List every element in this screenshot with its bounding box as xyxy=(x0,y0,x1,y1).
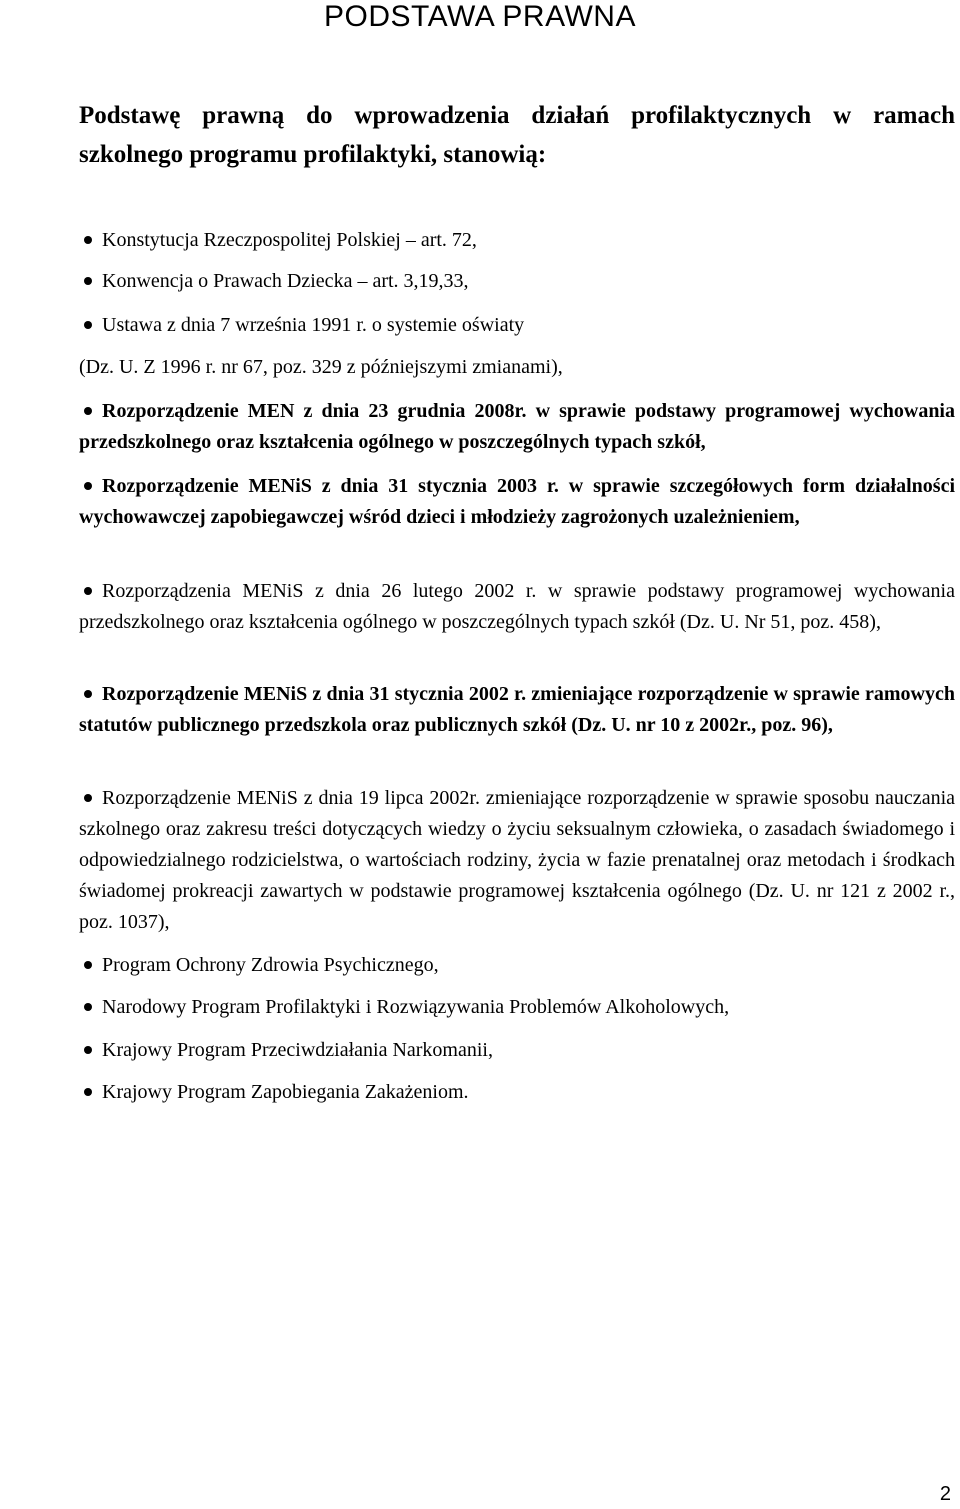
list-item-text: Ustawa z dnia 7 września 1991 r. o systemie oświaty xyxy=(102,314,525,336)
list-item-continuation xyxy=(79,352,955,383)
bullet-icon xyxy=(84,1088,92,1096)
list-item-text: Krajowy Program Zapobiegania Zakażeniom. xyxy=(102,1081,469,1103)
bullet-icon xyxy=(84,794,92,802)
list-item xyxy=(79,225,955,256)
page-number: 2 xyxy=(939,1483,951,1505)
page-title: PODSTAWA PRAWNA xyxy=(324,0,636,33)
bullet-icon xyxy=(84,321,92,329)
list-item-text: Rozporządzenie MENiS z dnia 31 stycznia 2002 r. zmieniające rozporządzenie w sprawie ramowych statutów publicznego przedszkola oraz publicznych szkół (Dz. U. nr 10 z 2002r., poz. 96), xyxy=(79,683,955,736)
list-item xyxy=(79,266,955,297)
list-item-text: Konstytucja Rzeczpospolitej Polskiej – art. 72, xyxy=(102,229,477,251)
bullet-icon xyxy=(84,277,92,285)
bullet-icon xyxy=(84,690,92,698)
list-item xyxy=(79,679,955,741)
bullet-icon xyxy=(84,1046,92,1054)
list-item xyxy=(79,576,955,638)
list-item-text: Rozporządzenie MEN z dnia 23 grudnia 2008r. w sprawie podstawy programowej wychowania przedszkolnego oraz kształcenia ogólnego w poszczególnych typach szkół, xyxy=(79,400,955,453)
list-item xyxy=(79,471,955,533)
bullet-icon xyxy=(84,1003,92,1011)
list-item-text: Program Ochrony Zdrowia Psychicznego, xyxy=(102,954,439,976)
list-item-text: Narodowy Program Profilaktyki i Rozwiązywania Problemów Alkoholowych, xyxy=(102,996,730,1018)
bullet-icon xyxy=(84,407,92,415)
list-item-text: Rozporządzenie MENiS z dnia 31 stycznia 2003 r. w sprawie szczegółowych form działalności wychowawczej zapobiegawczej wśród dzieci i młodzieży zagrożonych uzależnieniem, xyxy=(79,475,955,528)
list-item-text: Rozporządzenia MENiS z dnia 26 lutego 2002 r. w sprawie podstawy programowej wychowania przedszkolnego oraz kształcenia ogólnego w poszczególnych typach szkół (Dz. U. Nr 51, poz. 458), xyxy=(79,580,955,633)
bullet-icon xyxy=(84,482,92,490)
list-item-text: Krajowy Program Przeciwdziałania Narkomanii, xyxy=(102,1039,493,1061)
list-item xyxy=(79,950,955,981)
bullet-icon xyxy=(84,961,92,969)
list-item-text: Rozporządzenie MENiS z dnia 19 lipca 2002r. zmieniające rozporządzenie w sprawie sposobu nauczania szkolnego oraz zakresu treści dotyczących wiedzy o życiu seksualnym człowieka, o zasadach świadomego i odpowiedzialnego rodzicielstwa, o wartościach rodziny, życia w fazie prenatalnej oraz metodach i środkach świadomej prokreacji zawartych w podstawie programowej kształcenia ogólnego (Dz. U. nr 121 z 2002 r., poz. 1037), xyxy=(79,787,955,933)
list-item xyxy=(79,310,955,341)
list-item xyxy=(79,1077,955,1108)
list-item xyxy=(79,1035,955,1066)
list-item-text: Konwencja o Prawach Dziecka – art. 3,19,33, xyxy=(102,270,469,292)
list-item-text: (Dz. U. Z 1996 r. nr 67, poz. 329 z późniejszymi zmianami), xyxy=(79,356,563,378)
list-item xyxy=(79,783,955,938)
list-item xyxy=(79,992,955,1023)
bullet-icon xyxy=(84,587,92,595)
list-item xyxy=(79,396,955,458)
section-heading: Podstawę prawną do wprowadzenia działań profilaktycznych w ramach szkolnego programu profilaktyki, stanowią: xyxy=(79,102,955,168)
bullet-icon xyxy=(84,236,92,244)
